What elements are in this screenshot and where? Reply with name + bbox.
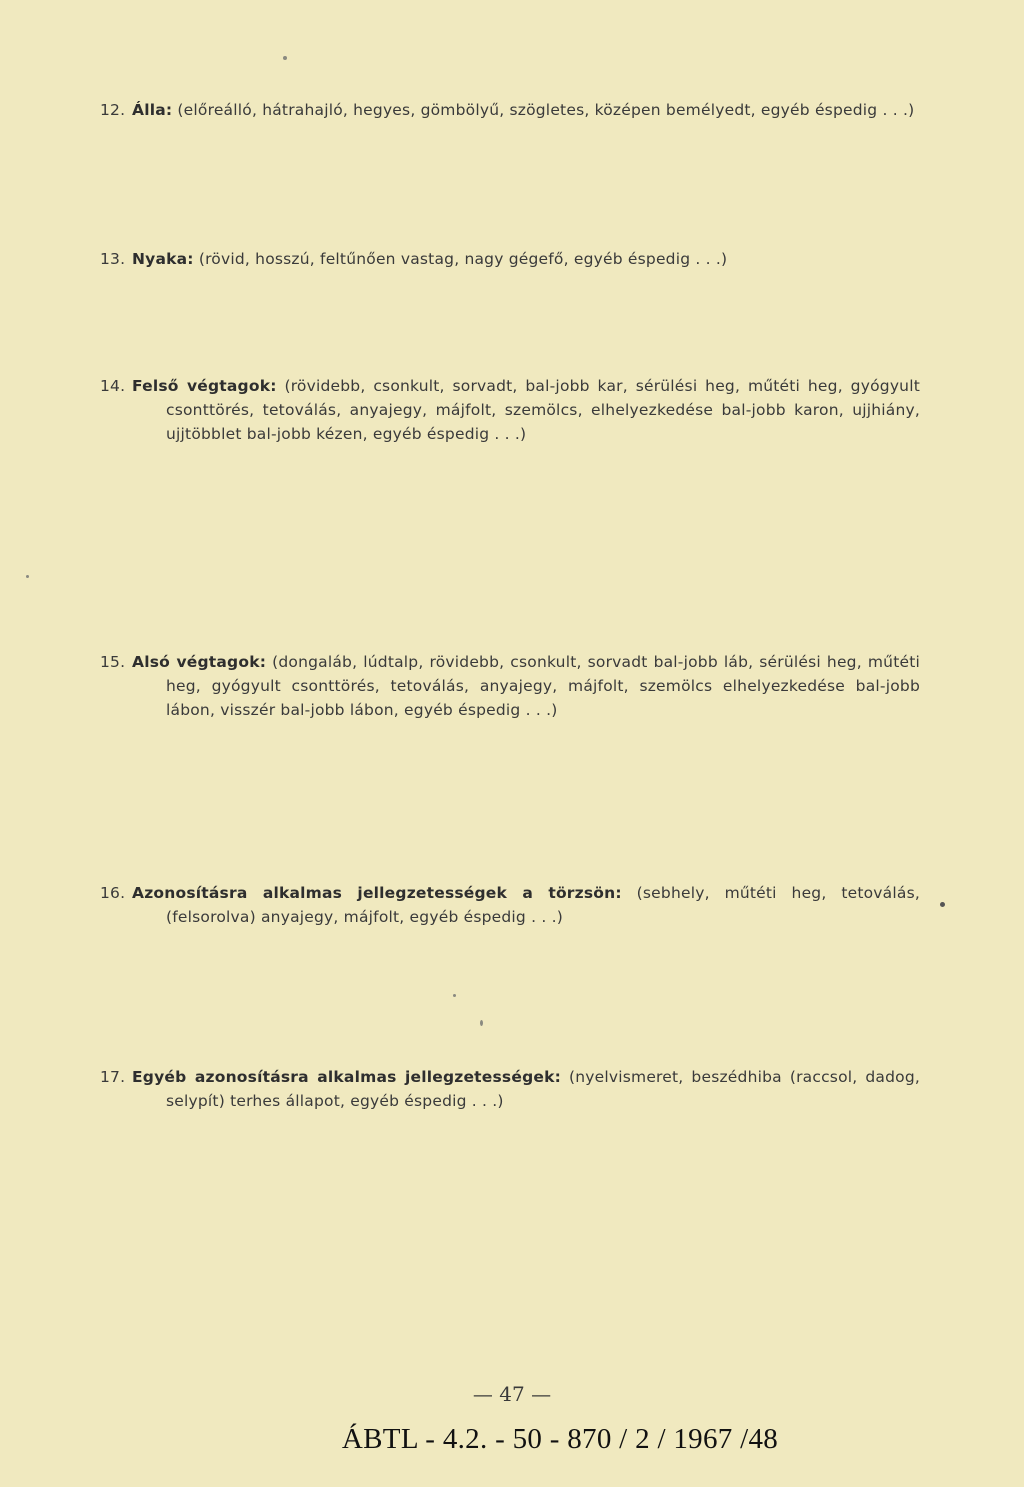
scan-speck: [283, 56, 287, 60]
item-body: [132, 247, 920, 271]
item-number: 17.: [100, 1068, 126, 1086]
item-text: (sebhely, műtéti heg, tetoválás, (felsorolva) anyajegy, májfolt, egyéb éspedig . . .): [166, 884, 920, 926]
item-number: 14.: [100, 377, 126, 395]
item-text: (dongaláb, lúdtalp, rövidebb, csonkult, sorvadt bal-jobb láb, sérülési heg, műtéti heg, gyógyult csonttörés, tetoválás, anyajegy, májfolt, szemölcs elhelyezkedése bal-jobb lábon, visszér bal-jobb lábon, egyéb éspedig . . .): [166, 653, 920, 719]
item-text: (előreálló, hátrahajló, hegyes, gömbölyű, szögletes, középen bemélyedt, egyéb éspedig . . .): [172, 101, 915, 119]
form-item-17: [100, 1065, 920, 1113]
item-heading: Egyéb azonosításra alkalmas jellegzetességek:: [132, 1068, 561, 1086]
form-item-16: [100, 881, 920, 929]
item-heading: Nyaka:: [132, 250, 194, 268]
item-text: (rövid, hosszú, feltűnően vastag, nagy gégefő, egyéb éspedig . . .): [193, 250, 728, 268]
scan-speck: [940, 902, 945, 907]
item-heading: Alsó végtagok:: [132, 653, 267, 671]
item-number: 13.: [100, 250, 126, 268]
scan-speck: [26, 575, 29, 578]
item-heading: Álla:: [132, 101, 173, 119]
page-number: — 47 —: [472, 1382, 552, 1406]
item-number: 12.: [100, 101, 126, 119]
form-item-14: [100, 374, 920, 446]
item-body: [132, 881, 920, 929]
item-body: [132, 374, 920, 446]
archive-reference: ÁBTL - 4.2. - 50 - 870 / 2 / 1967 /48: [341, 1423, 779, 1455]
form-item-15: [100, 650, 920, 722]
item-text: (nyelvismeret, beszédhiba (raccsol, dadog, selypít) terhes állapot, egyéb éspedig . . .): [166, 1068, 920, 1110]
item-number: 16.: [100, 884, 126, 902]
item-body: [132, 98, 920, 122]
item-body: [132, 650, 920, 722]
scan-speck: [453, 994, 456, 997]
item-number: 15.: [100, 653, 126, 671]
item-body: [132, 1065, 920, 1113]
scan-speck: [480, 1020, 483, 1026]
item-heading: Felső végtagok:: [132, 377, 277, 395]
form-item-12: [100, 98, 920, 122]
item-text: (rövidebb, csonkult, sorvadt, bal-jobb kar, sérülési heg, műtéti heg, gyógyult csonttörés, tetoválás, anyajegy, májfolt, szemölcs, elhelyezkedése bal-jobb karon, ujjhiány, ujjtöbblet bal-jobb kézen, egyéb éspedig . . .): [166, 377, 920, 443]
form-item-13: [100, 247, 920, 271]
item-heading: Azonosításra alkalmas jellegzetességek a törzsön:: [132, 884, 622, 902]
